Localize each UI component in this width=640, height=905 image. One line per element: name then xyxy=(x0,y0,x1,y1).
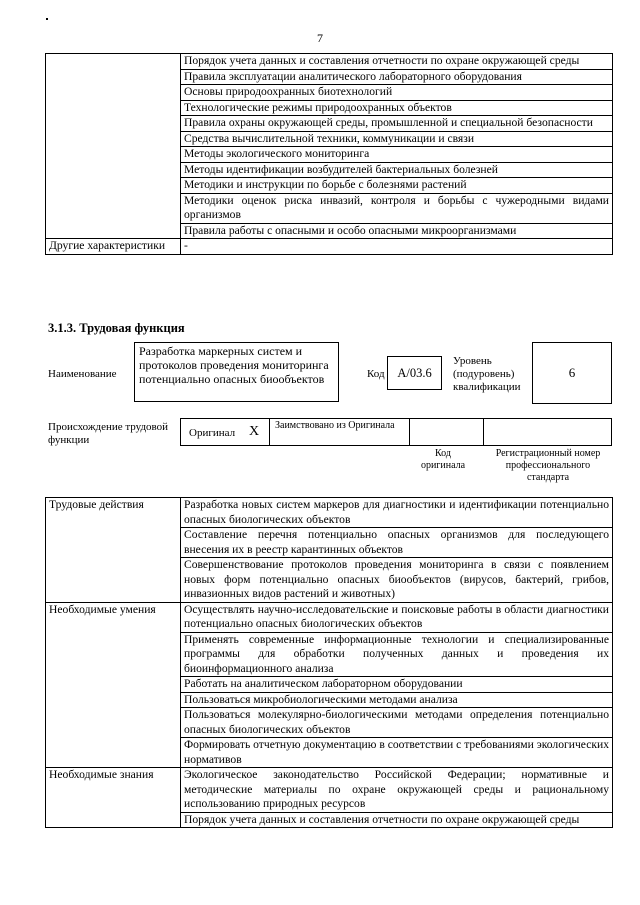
page-number: 7 xyxy=(317,31,323,45)
scan-dot xyxy=(46,18,48,20)
other-characteristics-value: - xyxy=(181,239,613,255)
function-details-table xyxy=(45,497,613,828)
list-item: Составление перечня потенциально опасных организмов для последующего внесения их в реестр карантинных объектов xyxy=(181,527,612,557)
list-item: Правила эксплуатации аналитического лабораторного оборудования xyxy=(181,69,612,85)
list-item: Работать на аналитическом лабораторном оборудовании xyxy=(181,676,612,692)
row-label: Необходимые умения xyxy=(46,602,181,768)
row-label: Необходимые знания xyxy=(46,768,181,828)
list-item: Методы идентификации возбудителей бактериальных болезней xyxy=(181,162,612,178)
borrowed-label: Заимствовано из Оригинала xyxy=(275,420,395,431)
divider xyxy=(269,419,270,445)
knowledge-items-cell xyxy=(181,54,613,239)
knowledge-table-continued xyxy=(45,53,613,255)
level-label: Уровень (подуровень) квалификации xyxy=(453,355,521,393)
list-item: Применять современные информационные технологии и специализированные программы для обработки полученных данных и проведения их биоинформационного анализа xyxy=(181,632,612,677)
divider xyxy=(409,419,410,445)
row-items xyxy=(181,768,613,828)
origin-row xyxy=(180,418,612,446)
section-title: 3.1.3. Трудовая функция xyxy=(48,321,185,335)
list-item: Порядок учета данных и составления отчетности по охране окружающей среды xyxy=(184,54,580,67)
list-item: Пользоваться микробиологическими методами анализа xyxy=(181,692,612,708)
empty-label-cell xyxy=(46,54,181,239)
list-item: Методы экологического мониторинга xyxy=(181,146,612,162)
code-label: Код xyxy=(367,368,385,380)
list-item: Правила охраны окружающей среды, промышленной и специальной безопасности xyxy=(181,115,612,131)
level-box: 6 xyxy=(532,342,612,404)
row-label: Трудовые действия xyxy=(46,498,181,603)
list-item: Порядок учета данных и составления отчетности по охране окружающей среды xyxy=(181,812,612,828)
list-item: Методики оценок риска инвазий, контроля и борьбы с чужеродными видами организмов xyxy=(181,193,612,223)
row-items xyxy=(181,498,613,603)
list-item: Средства вычислительной техники, коммуникации и связи xyxy=(181,131,612,147)
list-item: Правила работы с опасными и особо опасными микроорганизмами xyxy=(181,223,612,239)
list-item: Пользоваться молекулярно-биологическими методами определения потенциально опасных биологических объектов xyxy=(181,707,612,737)
code-original-caption: Код оригинала xyxy=(420,448,466,471)
list-item: Методики и инструкции по борьбе с болезнями растений xyxy=(181,177,612,193)
list-item: Формировать отчетную документацию в соответствии с требованиями экологических нормативов xyxy=(181,737,612,767)
name-label: Наименование xyxy=(48,368,117,380)
function-name-box: Разработка маркерных систем и протоколов проведения мониторинга потенциально опасных биообъектов xyxy=(134,342,339,402)
list-item: Осуществлять научно-исследовательские и поисковые работы в области диагностики потенциально опасных биологических объектов xyxy=(184,602,609,630)
list-item: Совершенствование протоколов проведения мониторинга в связи с появлением новых форм потенциально опасных биообъектов (вирусов, бактерий, грибов, инвазионных видов растений и животных) xyxy=(181,557,612,602)
origin-label: Происхождение трудовой функции xyxy=(48,421,169,446)
other-characteristics-label: Другие характеристики xyxy=(46,239,181,255)
list-item: Экологическое законодательство Российской Федерации; нормативные и методические материалы по охране окружающей среды и рациональному использованию природных ресурсов xyxy=(184,768,609,810)
code-box: А/03.6 xyxy=(387,356,442,390)
divider xyxy=(483,419,484,445)
list-item: Основы природоохранных биотехнологий xyxy=(181,84,612,100)
row-items xyxy=(181,602,613,768)
list-item: Технологические режимы природоохранных объектов xyxy=(181,100,612,116)
original-mark: X xyxy=(249,424,260,439)
original-label: Оригинал xyxy=(189,427,236,439)
list-item: Разработка новых систем маркеров для диагностики и идентификации потенциально опасных биологических объектов xyxy=(184,498,609,526)
reg-number-caption: Регистрационный номер профессионального стандарта xyxy=(495,448,601,483)
